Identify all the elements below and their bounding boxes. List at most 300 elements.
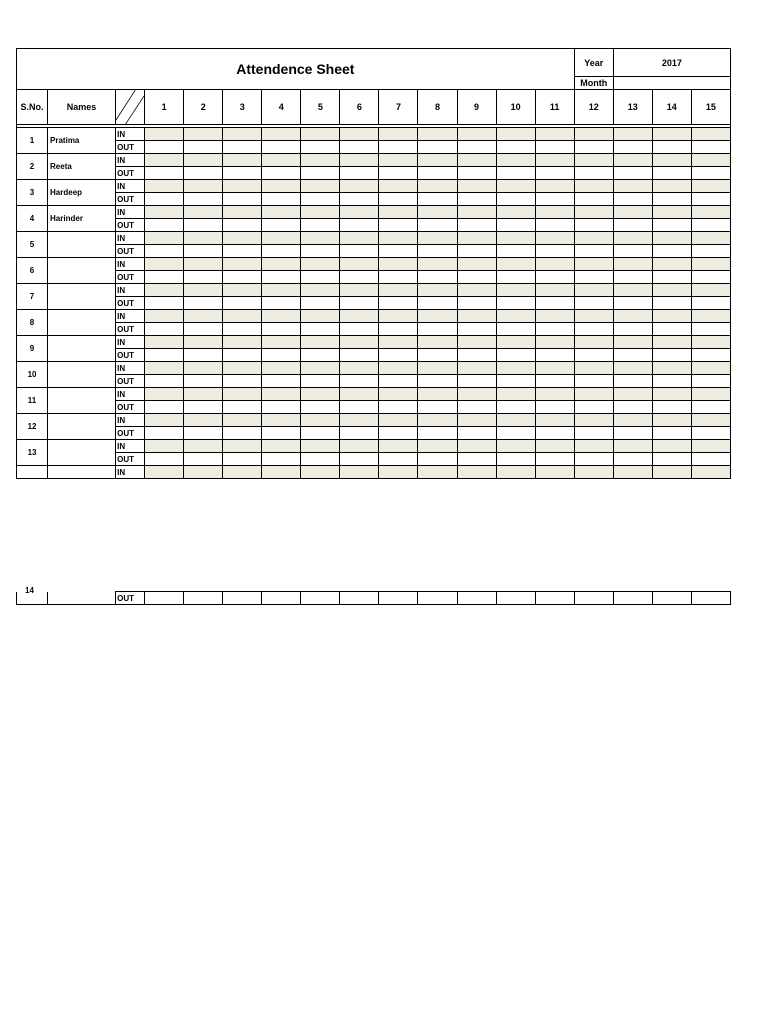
out-cell-day-13[interactable] — [613, 427, 652, 440]
row-name[interactable] — [48, 258, 116, 284]
in-cell-day-8[interactable] — [418, 440, 457, 453]
out-cell-day-1[interactable] — [145, 245, 184, 258]
in-cell-day-5[interactable] — [301, 310, 340, 323]
out-cell-day-7[interactable] — [379, 245, 418, 258]
in-cell-day-4[interactable] — [262, 310, 301, 323]
in-cell-day-8[interactable] — [418, 414, 457, 427]
out-cell-day-10[interactable] — [496, 401, 535, 414]
out-cell-day-8[interactable] — [418, 427, 457, 440]
out-cell-day-7[interactable] — [379, 271, 418, 284]
in-cell-day-7[interactable] — [379, 206, 418, 219]
in-cell-day-10[interactable] — [496, 180, 535, 193]
in-cell-day-6[interactable] — [340, 466, 379, 479]
out-cell-day-13[interactable] — [613, 453, 652, 466]
in-cell-day-15[interactable] — [691, 336, 730, 349]
in-cell-day-10[interactable] — [496, 206, 535, 219]
in-cell-day-9[interactable] — [457, 336, 496, 349]
in-cell-day-2[interactable] — [184, 310, 223, 323]
out-cell-day-13[interactable] — [613, 375, 652, 388]
in-cell-day-8[interactable] — [418, 310, 457, 323]
out-cell-day-8[interactable] — [418, 167, 457, 180]
in-cell-day-13[interactable] — [613, 154, 652, 167]
in-cell-day-12[interactable] — [574, 206, 613, 219]
out-cell-day-9[interactable] — [457, 375, 496, 388]
in-cell-day-11[interactable] — [535, 258, 574, 271]
out-cell-day-5[interactable] — [301, 375, 340, 388]
out-cell-day-13[interactable] — [613, 245, 652, 258]
out-cell-day-11[interactable] — [535, 375, 574, 388]
in-cell-day-10[interactable] — [496, 336, 535, 349]
out-cell-day-2[interactable] — [184, 219, 223, 232]
out-cell-day-7[interactable] — [379, 375, 418, 388]
in-cell-day-10[interactable] — [496, 284, 535, 297]
out-cell-day-7[interactable] — [379, 297, 418, 310]
out-cell-day-9[interactable] — [457, 401, 496, 414]
out-cell-day-15[interactable] — [691, 219, 730, 232]
out-cell-day-6[interactable] — [340, 375, 379, 388]
in-cell-day-12[interactable] — [574, 154, 613, 167]
out-cell-day-1[interactable] — [145, 271, 184, 284]
out-cell-day-5[interactable] — [301, 219, 340, 232]
out-cell-day-4[interactable] — [262, 193, 301, 206]
in-cell-day-8[interactable] — [418, 466, 457, 479]
out-cell-day-9[interactable] — [457, 592, 496, 605]
in-cell-day-9[interactable] — [457, 362, 496, 375]
out-cell-day-1[interactable] — [145, 375, 184, 388]
in-cell-day-1[interactable] — [145, 466, 184, 479]
in-cell-day-9[interactable] — [457, 466, 496, 479]
in-cell-day-7[interactable] — [379, 440, 418, 453]
in-cell-day-14[interactable] — [652, 388, 691, 401]
in-cell-day-1[interactable] — [145, 128, 184, 141]
out-cell-day-15[interactable] — [691, 323, 730, 336]
out-cell-day-11[interactable] — [535, 323, 574, 336]
out-cell-day-1[interactable] — [145, 323, 184, 336]
in-cell-day-11[interactable] — [535, 440, 574, 453]
in-cell-day-6[interactable] — [340, 284, 379, 297]
out-cell-day-9[interactable] — [457, 297, 496, 310]
in-cell-day-7[interactable] — [379, 258, 418, 271]
in-cell-day-4[interactable] — [262, 128, 301, 141]
in-cell-day-12[interactable] — [574, 180, 613, 193]
out-cell-day-3[interactable] — [223, 245, 262, 258]
row-name[interactable] — [48, 414, 116, 440]
in-cell-day-10[interactable] — [496, 310, 535, 323]
out-cell-day-5[interactable] — [301, 323, 340, 336]
in-cell-day-3[interactable] — [223, 336, 262, 349]
out-cell-day-11[interactable] — [535, 401, 574, 414]
in-cell-day-9[interactable] — [457, 258, 496, 271]
in-cell-day-7[interactable] — [379, 128, 418, 141]
out-cell-day-2[interactable] — [184, 323, 223, 336]
out-cell-day-2[interactable] — [184, 592, 223, 605]
row-name[interactable]: Hardeep — [48, 180, 116, 206]
out-cell-day-6[interactable] — [340, 245, 379, 258]
out-cell-day-3[interactable] — [223, 349, 262, 362]
out-cell-day-5[interactable] — [301, 427, 340, 440]
out-cell-day-6[interactable] — [340, 271, 379, 284]
in-cell-day-2[interactable] — [184, 414, 223, 427]
in-cell-day-3[interactable] — [223, 258, 262, 271]
in-cell-day-1[interactable] — [145, 232, 184, 245]
out-cell-day-2[interactable] — [184, 193, 223, 206]
out-cell-day-1[interactable] — [145, 193, 184, 206]
in-cell-day-6[interactable] — [340, 180, 379, 193]
in-cell-day-2[interactable] — [184, 388, 223, 401]
in-cell-day-10[interactable] — [496, 440, 535, 453]
out-cell-day-4[interactable] — [262, 271, 301, 284]
row-name[interactable] — [48, 440, 116, 466]
in-cell-day-10[interactable] — [496, 362, 535, 375]
in-cell-day-3[interactable] — [223, 414, 262, 427]
out-cell-day-10[interactable] — [496, 219, 535, 232]
out-cell-day-8[interactable] — [418, 375, 457, 388]
out-cell-day-2[interactable] — [184, 245, 223, 258]
out-cell-day-11[interactable] — [535, 141, 574, 154]
in-cell-day-14[interactable] — [652, 362, 691, 375]
out-cell-day-14[interactable] — [652, 349, 691, 362]
in-cell-day-2[interactable] — [184, 232, 223, 245]
in-cell-day-12[interactable] — [574, 284, 613, 297]
out-cell-day-9[interactable] — [457, 323, 496, 336]
out-cell-day-12[interactable] — [574, 141, 613, 154]
in-cell-day-7[interactable] — [379, 180, 418, 193]
out-cell-day-6[interactable] — [340, 427, 379, 440]
in-cell-day-15[interactable] — [691, 128, 730, 141]
row-name[interactable]: Harinder — [48, 206, 116, 232]
in-cell-day-12[interactable] — [574, 310, 613, 323]
out-cell-day-2[interactable] — [184, 375, 223, 388]
in-cell-day-2[interactable] — [184, 258, 223, 271]
out-cell-day-2[interactable] — [184, 167, 223, 180]
in-cell-day-15[interactable] — [691, 388, 730, 401]
in-cell-day-14[interactable] — [652, 466, 691, 479]
row-name[interactable]: Pratima — [48, 128, 116, 154]
out-cell-day-1[interactable] — [145, 592, 184, 605]
out-cell-day-5[interactable] — [301, 245, 340, 258]
out-cell-day-13[interactable] — [613, 323, 652, 336]
row-name[interactable] — [48, 466, 116, 479]
in-cell-day-7[interactable] — [379, 414, 418, 427]
in-cell-day-1[interactable] — [145, 284, 184, 297]
out-cell-day-4[interactable] — [262, 375, 301, 388]
out-cell-day-8[interactable] — [418, 141, 457, 154]
out-cell-day-15[interactable] — [691, 141, 730, 154]
in-cell-day-9[interactable] — [457, 128, 496, 141]
out-cell-day-14[interactable] — [652, 375, 691, 388]
out-cell-day-6[interactable] — [340, 193, 379, 206]
out-cell-day-4[interactable] — [262, 349, 301, 362]
out-cell-day-14[interactable] — [652, 193, 691, 206]
in-cell-day-9[interactable] — [457, 232, 496, 245]
out-cell-day-4[interactable] — [262, 453, 301, 466]
in-cell-day-7[interactable] — [379, 232, 418, 245]
out-cell-day-2[interactable] — [184, 141, 223, 154]
in-cell-day-14[interactable] — [652, 128, 691, 141]
out-cell-day-3[interactable] — [223, 271, 262, 284]
in-cell-day-10[interactable] — [496, 414, 535, 427]
out-cell-day-9[interactable] — [457, 271, 496, 284]
out-cell-day-8[interactable] — [418, 401, 457, 414]
out-cell-day-6[interactable] — [340, 323, 379, 336]
out-cell-day-15[interactable] — [691, 271, 730, 284]
out-cell-day-12[interactable] — [574, 297, 613, 310]
out-cell-day-8[interactable] — [418, 453, 457, 466]
in-cell-day-14[interactable] — [652, 310, 691, 323]
in-cell-day-2[interactable] — [184, 466, 223, 479]
out-cell-day-11[interactable] — [535, 592, 574, 605]
in-cell-day-11[interactable] — [535, 180, 574, 193]
in-cell-day-6[interactable] — [340, 388, 379, 401]
in-cell-day-9[interactable] — [457, 180, 496, 193]
in-cell-day-9[interactable] — [457, 310, 496, 323]
out-cell-day-14[interactable] — [652, 271, 691, 284]
in-cell-day-6[interactable] — [340, 440, 379, 453]
in-cell-day-10[interactable] — [496, 258, 535, 271]
in-cell-day-13[interactable] — [613, 466, 652, 479]
out-cell-day-5[interactable] — [301, 141, 340, 154]
in-cell-day-14[interactable] — [652, 258, 691, 271]
in-cell-day-10[interactable] — [496, 232, 535, 245]
out-cell-day-13[interactable] — [613, 592, 652, 605]
in-cell-day-4[interactable] — [262, 232, 301, 245]
in-cell-day-10[interactable] — [496, 154, 535, 167]
out-cell-day-7[interactable] — [379, 401, 418, 414]
out-cell-day-13[interactable] — [613, 401, 652, 414]
in-cell-day-13[interactable] — [613, 232, 652, 245]
in-cell-day-13[interactable] — [613, 206, 652, 219]
out-cell-day-10[interactable] — [496, 245, 535, 258]
out-cell-day-10[interactable] — [496, 141, 535, 154]
out-cell-day-12[interactable] — [574, 349, 613, 362]
in-cell-day-8[interactable] — [418, 180, 457, 193]
out-cell-day-10[interactable] — [496, 297, 535, 310]
in-cell-day-4[interactable] — [262, 336, 301, 349]
out-cell-day-4[interactable] — [262, 592, 301, 605]
in-cell-day-8[interactable] — [418, 336, 457, 349]
in-cell-day-8[interactable] — [418, 154, 457, 167]
in-cell-day-6[interactable] — [340, 258, 379, 271]
in-cell-day-5[interactable] — [301, 128, 340, 141]
in-cell-day-9[interactable] — [457, 284, 496, 297]
in-cell-day-5[interactable] — [301, 232, 340, 245]
row-name[interactable]: Reeta — [48, 154, 116, 180]
in-cell-day-12[interactable] — [574, 232, 613, 245]
out-cell-day-11[interactable] — [535, 427, 574, 440]
in-cell-day-11[interactable] — [535, 128, 574, 141]
in-cell-day-7[interactable] — [379, 310, 418, 323]
out-cell-day-1[interactable] — [145, 427, 184, 440]
in-cell-day-7[interactable] — [379, 466, 418, 479]
out-cell-day-13[interactable] — [613, 167, 652, 180]
out-cell-day-8[interactable] — [418, 245, 457, 258]
in-cell-day-3[interactable] — [223, 128, 262, 141]
out-cell-day-4[interactable] — [262, 297, 301, 310]
in-cell-day-3[interactable] — [223, 466, 262, 479]
in-cell-day-14[interactable] — [652, 232, 691, 245]
out-cell-day-9[interactable] — [457, 427, 496, 440]
in-cell-day-11[interactable] — [535, 388, 574, 401]
out-cell-day-3[interactable] — [223, 193, 262, 206]
out-cell-day-12[interactable] — [574, 323, 613, 336]
out-cell-day-14[interactable] — [652, 167, 691, 180]
in-cell-day-2[interactable] — [184, 154, 223, 167]
row-name[interactable] — [48, 336, 116, 362]
in-cell-day-6[interactable] — [340, 232, 379, 245]
out-cell-day-8[interactable] — [418, 219, 457, 232]
in-cell-day-3[interactable] — [223, 154, 262, 167]
out-cell-day-14[interactable] — [652, 453, 691, 466]
out-cell-day-4[interactable] — [262, 167, 301, 180]
out-cell-day-3[interactable] — [223, 167, 262, 180]
out-cell-day-9[interactable] — [457, 167, 496, 180]
out-cell-day-7[interactable] — [379, 323, 418, 336]
in-cell-day-5[interactable] — [301, 206, 340, 219]
out-cell-day-6[interactable] — [340, 453, 379, 466]
out-cell-day-4[interactable] — [262, 141, 301, 154]
in-cell-day-5[interactable] — [301, 414, 340, 427]
out-cell-day-13[interactable] — [613, 193, 652, 206]
in-cell-day-2[interactable] — [184, 180, 223, 193]
in-cell-day-13[interactable] — [613, 440, 652, 453]
out-cell-day-9[interactable] — [457, 193, 496, 206]
in-cell-day-7[interactable] — [379, 154, 418, 167]
in-cell-day-7[interactable] — [379, 284, 418, 297]
out-cell-day-4[interactable] — [262, 219, 301, 232]
out-cell-day-14[interactable] — [652, 297, 691, 310]
in-cell-day-7[interactable] — [379, 388, 418, 401]
in-cell-day-5[interactable] — [301, 284, 340, 297]
out-cell-day-11[interactable] — [535, 167, 574, 180]
in-cell-day-3[interactable] — [223, 284, 262, 297]
out-cell-day-6[interactable] — [340, 401, 379, 414]
out-cell-day-6[interactable] — [340, 219, 379, 232]
year-value[interactable]: 2017 — [613, 49, 730, 77]
out-cell-day-3[interactable] — [223, 323, 262, 336]
in-cell-day-13[interactable] — [613, 336, 652, 349]
out-cell-day-2[interactable] — [184, 453, 223, 466]
out-cell-day-3[interactable] — [223, 219, 262, 232]
out-cell-day-6[interactable] — [340, 297, 379, 310]
in-cell-day-1[interactable] — [145, 414, 184, 427]
in-cell-day-12[interactable] — [574, 414, 613, 427]
out-cell-day-5[interactable] — [301, 193, 340, 206]
out-cell-day-3[interactable] — [223, 297, 262, 310]
out-cell-day-4[interactable] — [262, 245, 301, 258]
in-cell-day-15[interactable] — [691, 362, 730, 375]
in-cell-day-7[interactable] — [379, 362, 418, 375]
in-cell-day-8[interactable] — [418, 258, 457, 271]
in-cell-day-13[interactable] — [613, 310, 652, 323]
out-cell-day-1[interactable] — [145, 401, 184, 414]
in-cell-day-11[interactable] — [535, 466, 574, 479]
out-cell-day-7[interactable] — [379, 193, 418, 206]
out-cell-day-2[interactable] — [184, 297, 223, 310]
out-cell-day-15[interactable] — [691, 349, 730, 362]
out-cell-day-7[interactable] — [379, 349, 418, 362]
out-cell-day-1[interactable] — [145, 141, 184, 154]
in-cell-day-5[interactable] — [301, 388, 340, 401]
in-cell-day-15[interactable] — [691, 414, 730, 427]
in-cell-day-11[interactable] — [535, 154, 574, 167]
row-name[interactable] — [48, 232, 116, 258]
out-cell-day-1[interactable] — [145, 453, 184, 466]
in-cell-day-11[interactable] — [535, 232, 574, 245]
in-cell-day-12[interactable] — [574, 440, 613, 453]
in-cell-day-5[interactable] — [301, 362, 340, 375]
out-cell-day-11[interactable] — [535, 297, 574, 310]
in-cell-day-3[interactable] — [223, 232, 262, 245]
in-cell-day-6[interactable] — [340, 336, 379, 349]
out-cell-day-9[interactable] — [457, 219, 496, 232]
in-cell-day-11[interactable] — [535, 310, 574, 323]
out-cell-day-11[interactable] — [535, 453, 574, 466]
out-cell-day-11[interactable] — [535, 245, 574, 258]
out-cell-day-3[interactable] — [223, 453, 262, 466]
in-cell-day-5[interactable] — [301, 466, 340, 479]
out-cell-day-5[interactable] — [301, 271, 340, 284]
out-cell-day-4[interactable] — [262, 401, 301, 414]
in-cell-day-12[interactable] — [574, 128, 613, 141]
in-cell-day-13[interactable] — [613, 284, 652, 297]
out-cell-day-15[interactable] — [691, 167, 730, 180]
out-cell-day-10[interactable] — [496, 453, 535, 466]
in-cell-day-15[interactable] — [691, 206, 730, 219]
in-cell-day-7[interactable] — [379, 336, 418, 349]
in-cell-day-3[interactable] — [223, 180, 262, 193]
in-cell-day-8[interactable] — [418, 362, 457, 375]
in-cell-day-12[interactable] — [574, 388, 613, 401]
out-cell-day-2[interactable] — [184, 271, 223, 284]
out-cell-day-13[interactable] — [613, 349, 652, 362]
out-cell-day-14[interactable] — [652, 245, 691, 258]
in-cell-day-2[interactable] — [184, 336, 223, 349]
in-cell-day-6[interactable] — [340, 414, 379, 427]
in-cell-day-14[interactable] — [652, 180, 691, 193]
in-cell-day-1[interactable] — [145, 388, 184, 401]
in-cell-day-15[interactable] — [691, 440, 730, 453]
in-cell-day-10[interactable] — [496, 388, 535, 401]
in-cell-day-9[interactable] — [457, 414, 496, 427]
out-cell-day-6[interactable] — [340, 141, 379, 154]
out-cell-day-10[interactable] — [496, 193, 535, 206]
out-cell-day-12[interactable] — [574, 375, 613, 388]
out-cell-day-6[interactable] — [340, 167, 379, 180]
in-cell-day-12[interactable] — [574, 258, 613, 271]
out-cell-day-5[interactable] — [301, 592, 340, 605]
out-cell-day-13[interactable] — [613, 271, 652, 284]
in-cell-day-14[interactable] — [652, 206, 691, 219]
out-cell-day-3[interactable] — [223, 141, 262, 154]
out-cell-day-6[interactable] — [340, 349, 379, 362]
in-cell-day-9[interactable] — [457, 440, 496, 453]
in-cell-day-12[interactable] — [574, 336, 613, 349]
in-cell-day-15[interactable] — [691, 232, 730, 245]
in-cell-day-9[interactable] — [457, 206, 496, 219]
out-cell-day-12[interactable] — [574, 271, 613, 284]
in-cell-day-6[interactable] — [340, 128, 379, 141]
out-cell-day-11[interactable] — [535, 349, 574, 362]
out-cell-day-10[interactable] — [496, 375, 535, 388]
in-cell-day-4[interactable] — [262, 154, 301, 167]
out-cell-day-12[interactable] — [574, 453, 613, 466]
in-cell-day-12[interactable] — [574, 466, 613, 479]
in-cell-day-10[interactable] — [496, 466, 535, 479]
row-name[interactable] — [48, 388, 116, 414]
in-cell-day-3[interactable] — [223, 206, 262, 219]
in-cell-day-11[interactable] — [535, 284, 574, 297]
in-cell-day-13[interactable] — [613, 128, 652, 141]
